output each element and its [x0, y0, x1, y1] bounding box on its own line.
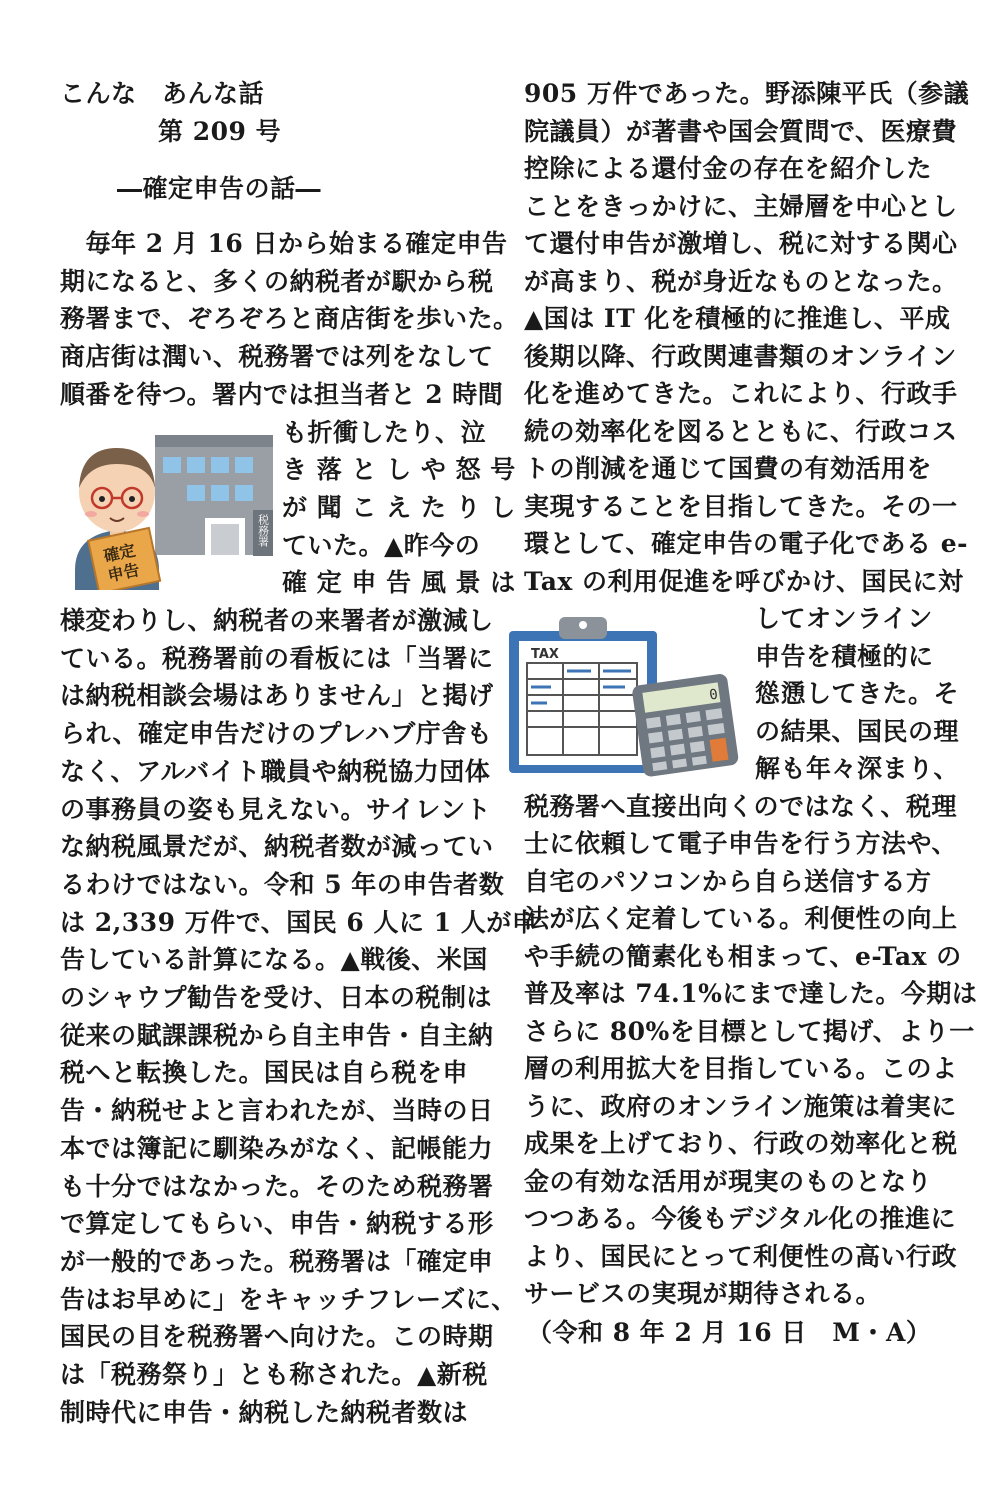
text-line: 毎年 2 月 16 日から始まる確定申告 [60, 229, 508, 258]
text-line: も十分ではなかった。そのため税務署 [60, 1171, 494, 1201]
text-line: ▲国は IT 化を積極的に推進し、平成 [524, 304, 951, 333]
text-line: 成果を上げており、行政の効率化と税 [524, 1129, 958, 1158]
tax-office-sign-text: 税務署 [256, 514, 270, 547]
text-line: 制時代に申告・納税した納税者数は [60, 1397, 469, 1427]
text-line: 申告を積極的に [755, 641, 934, 671]
text-line: の結果、国民の理 [755, 716, 960, 746]
text-line: が一般的であった。税務署は「確定申 [60, 1246, 494, 1276]
tax-office-illustration [55, 430, 275, 590]
text-line: Tax の利用促進を呼びかけ、国民に対 [524, 566, 964, 596]
text-line: られ、確定申告だけのプレハブ庁舎も [60, 719, 493, 749]
text-line: 環として、確定申告の電子化である e- [524, 529, 968, 558]
text-line: うに、政府のオンライン施策は着実に [524, 1091, 957, 1121]
text-line: が高まり、税が身近なものとなった。 [524, 266, 958, 296]
text-line: してオンライン [755, 604, 933, 633]
series-title: こんな あんな話 [60, 79, 265, 108]
text-line: より、国民にとって利便性の高い行政 [524, 1241, 958, 1271]
text-line: 期になると、多くの納税者が駅から税 [60, 266, 494, 296]
text-line: は 2,339 万件で、国民 6 人に 1 人が申 [60, 907, 538, 937]
text-line: 務署まで、ぞろぞろと商店街を歩いた。 [60, 304, 519, 334]
text-line: 実現することを目指してきた。その一 [524, 491, 958, 521]
calculator-display: 0 [708, 686, 719, 704]
text-line: 税務署へ直接出向くのではなく、税理 [524, 791, 958, 821]
text-line: も折衝したり、泣 [282, 417, 487, 447]
text-line: 告はお早めに」をキャッチフレーズに、 [60, 1284, 517, 1314]
text-line: 告している計算になる。▲戦後、米国 [60, 945, 488, 975]
text-line: 慫慂してきた。そ [755, 679, 960, 708]
calculator-icon [631, 673, 739, 777]
text-line: の事務員の姿も見えない。サイレント [60, 794, 492, 824]
text-line: て還付申告が激増し、税に対する関心 [524, 229, 958, 258]
tax-return-sign-line1: 確定 [101, 540, 138, 566]
text-line: サービスの実現が期待される。 [524, 1279, 882, 1308]
text-line: 従来の賦課課税から自主申告・自主納 [60, 1020, 494, 1050]
text-line: ていた。▲昨今の [282, 530, 481, 560]
tax-form-label: TAX [531, 647, 559, 662]
text-line: は納税相談会場はありません」と掲げ [60, 681, 494, 711]
text-line: 税へと転換した。国民は自ら税を申 [60, 1058, 469, 1088]
text-line: 金の有効な活用が現実のものとなり [524, 1166, 933, 1196]
text-line: 確 定 申 告 風 景 は [282, 568, 516, 598]
text-line: 控除による還付金の存在を紹介した [524, 154, 933, 183]
text-line: 告・納税せよと言われたが、当時の日 [60, 1096, 494, 1126]
text-line: は「税務祭り」とも称された。▲新税 [60, 1360, 488, 1389]
text-line: 普及率は 74.1%にまで達した。今期は [524, 979, 978, 1008]
text-line: ている。税務署前の看板には「当署に [60, 643, 494, 673]
text-line: 化を進めてきた。これにより、行政手 [524, 379, 958, 408]
text-line: 商店街は潤い、税務署では列をなして [60, 342, 494, 372]
text-line: のシャウプ勧告を受け、日本の税制は [60, 983, 493, 1012]
building-icon [155, 435, 273, 556]
tax-form-illustration [507, 613, 742, 778]
text-line: 層の利用拡大を目指している。このよ [524, 1054, 958, 1083]
text-line: 続の効率化を図るとともに、行政コス [524, 416, 958, 446]
text-line: ことをきっかけに、主婦層を中心とし [524, 191, 958, 221]
text-line: や手続の簡素化も相まって、e-Tax の [524, 941, 962, 971]
text-line: 本では簿記に馴染みがなく、記帳能力 [60, 1133, 494, 1163]
tax-return-sign-line2: 申告 [106, 560, 142, 586]
text-line: 905 万件であった。野添陳平氏（参議 [524, 79, 970, 108]
text-line: が 聞 こ え た り し [282, 492, 516, 522]
article-subtitle: ―確定申告の話― [117, 174, 322, 203]
text-line: 自宅のパソコンから自ら送信する方 [524, 866, 932, 896]
text-line: 解も年々深まり、 [755, 754, 960, 783]
issue-number: 第 209 号 [158, 117, 282, 146]
text-line: なく、アルバイト職員や納税協力団体 [60, 756, 491, 786]
text-line: 後期以降、行政関連書類のオンライン [524, 341, 957, 371]
text-line: き 落 と し や 怒 号 [282, 455, 516, 485]
text-line: 士に依頼して電子申告を行う方法や、 [524, 829, 958, 858]
text-line: 様変わりし、納税者の来署者が激減し [60, 606, 494, 635]
text-line: で算定してもらい、申告・納税する形 [60, 1209, 494, 1239]
text-line: るわけではない。令和 5 年の申告者数 [60, 869, 505, 899]
text-line: トの削減を通じて国費の有効活用を [524, 454, 933, 483]
signature: （令和 8 年 2 月 16 日 M・A） [527, 1318, 932, 1347]
text-line: な納税風景だが、納税者数が減ってい [60, 832, 494, 862]
text-line: 院議員）が著書や国会質問で、医療費 [524, 116, 958, 146]
text-line: つつある。今後もデジタル化の推進に [524, 1204, 957, 1233]
text-line: さらに 80%を目標として掲げ、より一 [524, 1016, 975, 1046]
text-line: 法が広く定着している。利便性の向上 [524, 904, 958, 933]
text-line: 順番を待つ。署内では担当者と 2 時間 [60, 379, 504, 409]
text-line: 国民の目を税務署へ向けた。この時期 [60, 1322, 494, 1352]
